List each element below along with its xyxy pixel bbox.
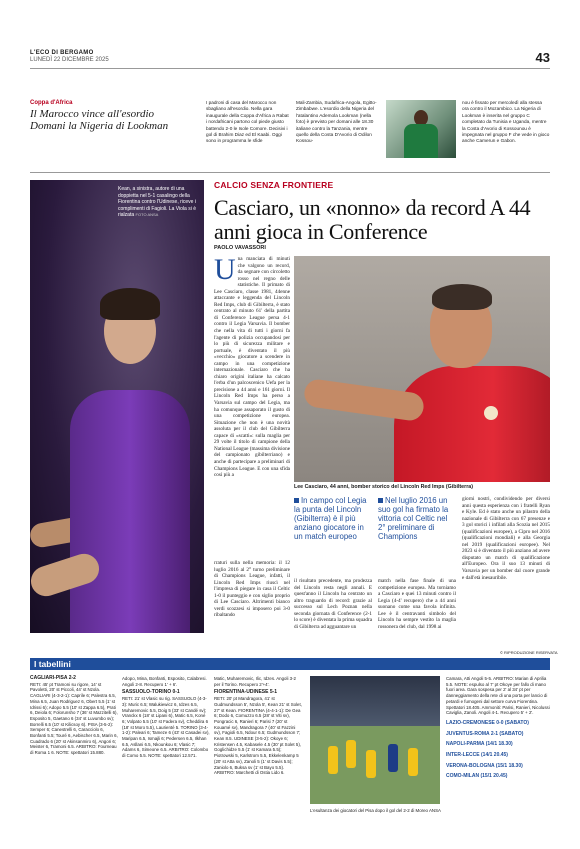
tabellini-col-3 bbox=[214, 676, 302, 776]
match-details: RETI: 21' st Vlasic su rig. SASSUOLO (4-3-3): Muric 6.5; Walukiewicz 6, Idzes 6.5, Muharemovic 5.5, Doig 5 (33' st Candé sv); Vranckx 6 (18' st Lipani 6), Matic 6.5, Koné 6; Volpato 5.5 (10' st Fadera sv), Cheddira 6 (18' st Moro 5.5), Laurienté 5. TORINO (3-4-1-2): Paleari 6; Tameze 6 (43' st Casadei sv), Maripan 6.5, Ismajli 6; Pedersen 6.5, Ilkhan 6.5, Asllani 6.5, Nkounkou 6; Vlasic 7; Adams 6, Simeone 6.5. ARBITRO: Colombo di Como 5.5. NOTE: spettatori 12.571. bbox=[122, 696, 210, 759]
top-rule bbox=[30, 68, 550, 69]
article-headline: Casciaro, un «nonno» da record A 44 anni gioca in Conference bbox=[214, 195, 531, 244]
match-details: Adopo, Mina, Bonfanti, Esposito, Calabresi. Angoli 2-8. Recupero 1' + 6'. bbox=[122, 676, 207, 687]
casciaro-photo bbox=[294, 256, 550, 482]
pisa-celebration-photo bbox=[310, 676, 440, 804]
match-details: Matic, Muharemovic, Ilic, Idzes. Angoli 3-2 per il Torino. Recupero 2'+4'. bbox=[214, 676, 296, 687]
kean-fagioli-photo bbox=[30, 180, 204, 633]
africa-col-3: nou è fissato per mercoledì alla stessa ora contro il Mozambico. La Nigeria di Lookman è inserita nel gruppo C completato da Tunisia e Uganda, mentre la Costa d'Avorio di Kossounou è impegnata nel gruppo F che vede in gioco anche Camerun e Gabon. bbox=[462, 100, 550, 144]
upcoming-match: NAPOLI-PARMA (14/1 18.30) bbox=[446, 741, 513, 748]
casciaro-caption: Lee Casciaro, 44 anni, bomber storico del Lincoln Red Imps (Gibilterra) bbox=[294, 484, 473, 490]
pull-quote-1 bbox=[294, 496, 372, 541]
pull-quote-2 bbox=[378, 496, 456, 541]
article-col-5: giorni nostri, condividendo per diversi anni questa esperienza con i fratelli Ryan e Kyle. Ed è stato anche un pilastro della nazionale di Gibilterra con 67 presenze e 3 gol storici i infilati alla Scozia nel 2015 (qualificazioni europee), a Cipro nel 2016 (qualificazioni mondiali) e alla Georgia nel 2019 (qualificazioni europee). Nel 2023 si è diventato il più anziano ad avere disputato un match di qualificazione all'Europeo. Ora il suo 13 minuti di Varsavia per un bomber dal cuore grande e dall'età inesauribile. bbox=[462, 496, 550, 581]
tabellini-title: I tabellini bbox=[34, 659, 71, 669]
pisa-photo-caption-text: L'esultanza dei giocatori del Pisa dopo il gol del 2-2 di Moreo bbox=[310, 808, 428, 813]
upcoming-matches bbox=[446, 676, 550, 780]
section-rule bbox=[30, 172, 550, 173]
pull-quote-1-text: In campo col Legia la punta del Lincoln (Gibilterra) è il più anziano giocatore in un match europeo bbox=[294, 496, 367, 541]
match-title: SASSUOLO-TORINO 0-1 bbox=[122, 689, 180, 696]
upcoming-match: COMO-MILAN (15/1 20.45) bbox=[446, 773, 508, 780]
upcoming-match: JUVENTUS-ROMA 2-1 (SABATO) bbox=[446, 730, 524, 737]
match-details: RETI: 20' pt Mandragora, 41' st Gudmundsson 5', Nzola 5', Kean 21' st Solet, 27' st Kean. FIORENTINA (4-4-1-1): De Gea 6; Dodo 6, Comuzzo 6.5 (28' st Viti sv), Pongracic 6, Ranieri 6; Parisi 7 (20' st Kouamé sv), Mandragora 7 (40' st Fazzini sv), Fagioli 6.5, Ndour 6.5; Gudmundsson 7; Kean 8.5. UDINESE (3-5-2): Okoye 6; Kristensen 4.5, Kabasele 4.5 (30' pt Solet 5), Goglichidze 5.5 (1' st Kamara 5.5); Piotrowski 5, Karlstrom 5.5, Ekkelenkamp 5 (20' st Atta sv), Zanoli 5 (1' st Davis 5.5); Zaniolo 6, Buksa sv (1' st Bayo 5.5). ARBITRO: Marchetti di Ostia Lido 6. bbox=[214, 696, 302, 776]
match-details: Camara, Atti Angoli 5-5. ARBITRO: Marian di Aprilia 5.5. NOTE: espulso al 7' pt Okoye per fallo di mano fuori area. Gara sospesa per 2' al 34' pt per danneggiamento della rete di una porta per lancio di petardi e fumogeni dal settore curva Fiorentina. Spettatori 18.405. Ammoniti: Parisi, Ranieri, Nicolussi Caviglia, Zanoli. Angoli 4-1. Recupero 5' + 2'. bbox=[446, 676, 550, 716]
newspaper-name: L'ECO DI BERGAMO bbox=[30, 50, 94, 56]
upcoming-match: INTER-LECCE (14/1 20.45) bbox=[446, 752, 508, 759]
article-col-1 bbox=[214, 253, 290, 479]
pull-quote-marker bbox=[378, 498, 383, 503]
tabellini-col-2 bbox=[122, 676, 210, 759]
article-col-4: match nella fase finale di una competizione europea. Ma torniamo a Casciaro e quei 13 minuti contro il Legia (4-4' recupero) che a 44 anni suonano come una favola infinita. Lee è il centravanti simbolo del Lincoln ha sempre vestito la maglia rossonera del club, dal 1998 ai bbox=[378, 578, 456, 630]
match-title: CAGLIARI-PISA 2-2 bbox=[30, 675, 76, 681]
drop-cap: U bbox=[214, 253, 236, 286]
pull-quote-marker bbox=[294, 498, 299, 503]
match-title: FIORENTINA-UDINESE 5-1 bbox=[214, 689, 278, 696]
article-col-1-text: na manciata di minuti che valgono un record, da segnare con circoletto rosso nel regno delle statistiche. Il primato di Lee Casciaro, classe 1981, 44enne attaccante e leggenda del Lincoln Red Imps, club di Gibilterra, è stato centrato al minuto 61' della partita di Conference League persa 4-1 contro il Legia Varsavia. Il bomber che nella vita di tutti i giorni fa l'agente di polizia occupandosi per lo più di sicurezza militare e portuale, è diventato il più «vecchio» giocatore a scendere in campo in una competizione internazionale. Casciaro che ha chiaro origini italiane ha calcato l'erba d'un palcoscenico Uefa per la precisione a 44 anni e 161 giorni. Il Lincoln Red Imps ha perso a Varsavia sul campo del Legia, ma ha comunque assaporato il gusto di una competizione europea. Situazione che non è una novità assoluta per il club del Gibilterra capace di «scatti»: sulla maglia per 29 volte il titolo di campione della National League (massima divisione del campionato gibilterriano) e anche di partecipare a preliminari di Champions League. E con una sfida così più a bbox=[214, 256, 290, 479]
upcoming-match: VERONA-BOLOGNA (15/1 18.30) bbox=[446, 762, 523, 769]
pisa-photo-caption bbox=[310, 808, 460, 813]
africa-cup-brief bbox=[30, 100, 190, 132]
tabellini-bar bbox=[30, 658, 550, 670]
match-details: RETI: 45' pt Tramoni su rigore, 14' st Pavoletti, 20' st Piccoli, 44' st Nzola. CAGLIARI (4-3-2-1): Caprile 6; Palestra 6.5, Mina 6.5, Juan Rodriguez 6, Obert 5.5 (1' st Idrissi 6); Adopo 5.5 (10' st Zappa 6.5), Prati 6, Deiola 6; Folorunsho 7 (36' st Mazzitelli 6), Esposito 5, Gaetano 6 (34' st Luvumbo sv); Borrelli 6.5 (10' st Kilicsoy 6). PISA (3-5-2): Semper 6; Canestrelli 6, Caracciolo 6, Bonfanti 5.5; Touré 6, Aebischer 6.5, Marin 6, Cuadrado 6 (20' st Akinsanmiro 6), Angori 6; Meister 6, Tramoni 6.5. ARBITRO: Fourneau di Roma 1 6. NOTE: spettatori 15.880. bbox=[30, 681, 118, 756]
masthead bbox=[30, 50, 109, 64]
copyright: © RIPRODUZIONE RISERVATA bbox=[500, 650, 558, 655]
africa-title: Il Marocco vince all'esordio Domani la Nigeria di Lookman bbox=[30, 108, 169, 132]
article-byline: PAOLO VAVASSORI bbox=[214, 245, 266, 251]
photo-caption-text: Kean, a sinistra, autore di una doppietta nel 5-1 casalingo della Fiorentina contro l'Udinese, riceve i complimenti di Fagioli. La Viola si è rialzata bbox=[118, 186, 197, 218]
pull-quote-2-text: Nel luglio 2016 un suo gol ha firmato la vittoria col Celtic nel 2° preliminare di Champions bbox=[378, 496, 449, 541]
africa-kicker: Coppa d'Africa bbox=[30, 100, 73, 106]
article-col-2: rraturi sulla nella memoria: il 12 luglio 2016 al 2° turno preliminare di Champions League, infatti, il Lincoln Red Imps riuscì nel l'impresa di piegare in casa il Celtic 1-0 il punteggio e con siglio proprio di Lee Casciaro. Altrimenti bianco verdi scozzesi si imposero poi 3-0 ribaltando bbox=[214, 560, 290, 619]
lookman-photo bbox=[386, 100, 456, 158]
pisa-photo-credit: ANSA bbox=[428, 808, 441, 813]
africa-col-2: Mali-Zambia, Sudafrica-Angola, Egitto-Zimbabwe. L'esordio della Nigeria del l'atalantino Ademola Lookman (nella foto) è previsto per domani alle 18.30 italiane contro la Tanzania, mentre quello della Costa D'Avorio di Odilon Kossou- bbox=[296, 100, 377, 144]
upcoming-match: LAZIO-CREMONESE 0-0 (SABATO) bbox=[446, 719, 529, 726]
section-heading: CALCIO SENZA FRONTIERE bbox=[214, 180, 334, 190]
article-col-3: il risultato precedente, ma prodezza del Lincoln resta negli annali. E quest'anno il Lincoln ha centrato un altro traguardo di record: grazie al successo sul Lech Poznan nella seconda giornata di Conference (2-1 lo score) è diventata la prima squadra di Gibilterra ad agguantare un bbox=[294, 578, 372, 630]
photo-credit: FOTO ANSA bbox=[135, 212, 159, 217]
photo-caption bbox=[118, 186, 200, 219]
issue-date: LUNEDÌ 22 DICEMBRE 2025 bbox=[30, 57, 109, 63]
africa-col-1: I padroni di casa del Marocco non sbagliano all'esordio. Nella gara inaugurale della Coppa d'Africa a Rabat i nordafricani partono col piede giusto battendo 2-0 le Isole Comore. Decisivi i gol di Brahim Diaz ed El Kaabi. Oggi sono in programma le sfide bbox=[206, 100, 289, 144]
page-number: 43 bbox=[535, 50, 550, 65]
tabellini-col-1 bbox=[30, 676, 118, 756]
